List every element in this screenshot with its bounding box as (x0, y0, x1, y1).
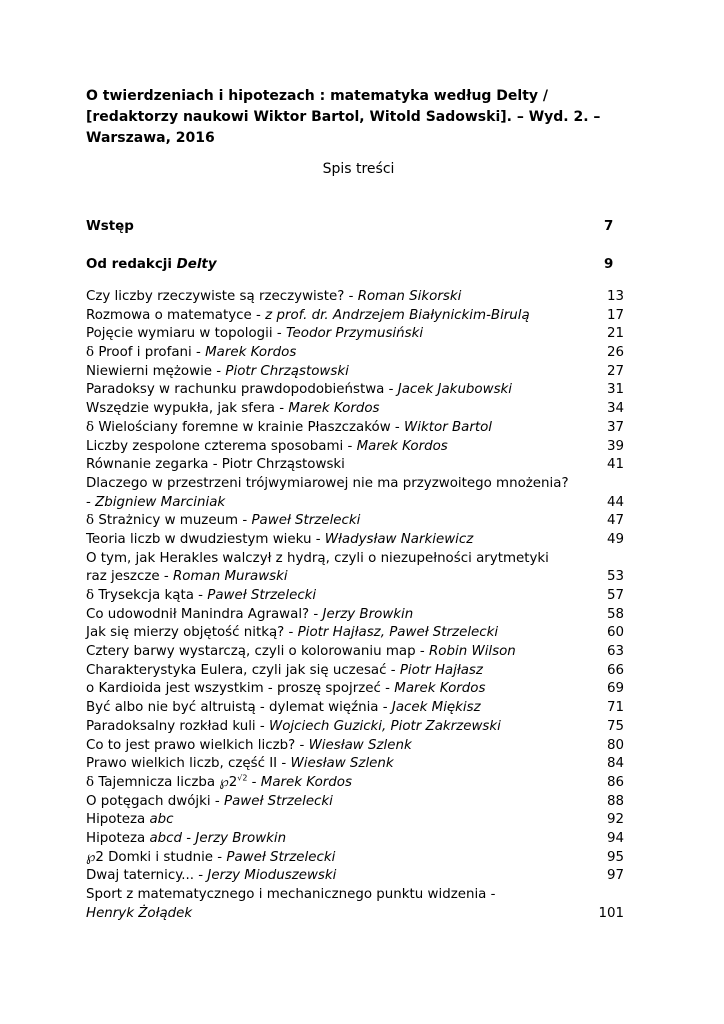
entry-author: Jerzy Browkin (195, 830, 287, 846)
toc-entry[interactable] (86, 849, 624, 868)
entry-page: 21 (606, 326, 624, 342)
entry-author: Jerzy Browkin (322, 606, 414, 622)
entry-separator: - (380, 681, 395, 697)
entry-page: 71 (606, 700, 624, 716)
book-citation: O twierdzeniach i hipotezach : matematyka według Delty / [redaktorzy naukowi Wiktor Bartol, Witold Sadowski]. – Wyd. 2. – Warszawa, 2016 (86, 88, 601, 146)
entry-text (86, 867, 594, 886)
entry-title: Hipoteza (86, 830, 150, 846)
toc-entry[interactable] (86, 550, 624, 569)
toc-entry[interactable] (86, 905, 624, 924)
entry-author: Piotr Hajłasz (399, 662, 483, 678)
toc-entry[interactable] (86, 755, 624, 774)
entry-text (86, 587, 594, 606)
toc-section[interactable] (86, 254, 624, 276)
delta-marker-icon: δ (86, 588, 99, 603)
toc-entry[interactable] (86, 662, 624, 681)
entry-author: Marek Kordos (205, 345, 297, 361)
entry-separator: - (247, 774, 261, 790)
entry-author: Marek Kordos (394, 681, 486, 697)
entry-title: Równanie zegarka - Piotr Chrząstowski (86, 457, 345, 473)
entry-text (86, 680, 594, 699)
entry-author: Paweł Strzelecki (251, 513, 361, 529)
entry-separator: - (284, 625, 298, 641)
toc-entries (86, 288, 624, 923)
entry-separator: - (255, 718, 269, 734)
entry-title: Rozmowa o matematyce (86, 307, 252, 323)
entry-title: o Kardioida jest wszystkim - proszę spojrzeć (86, 681, 381, 697)
entry-title: Cztery barwy wystarczą, czyli o kolorowaniu map (86, 644, 416, 660)
entry-separator: - (384, 382, 398, 398)
entry-page: 75 (606, 718, 624, 734)
entry-author: Marek Kordos (356, 438, 448, 454)
toc-entry[interactable] (86, 568, 624, 587)
entry-page: 58 (606, 606, 624, 622)
entry-title: Czy liczby rzeczywiste są rzeczywiste? (86, 289, 345, 304)
entry-title: 2 Domki i studnie (95, 849, 214, 865)
toc-entry[interactable] (86, 624, 624, 643)
entry-author: Jacek Miękisz (391, 700, 481, 716)
entry-separator: - (213, 849, 227, 865)
toc-entry[interactable] (86, 344, 624, 363)
toc-entry[interactable] (86, 793, 624, 812)
entry-author: Roman Sikorski (357, 289, 462, 304)
entry-text (86, 811, 594, 830)
entry-title-cont: raz jeszcze (86, 569, 160, 585)
entry-page: 88 (606, 793, 624, 809)
entry-title: Sport z matematycznego i mechanicznego punktu widzenia - (86, 887, 496, 902)
toc-entry[interactable] (86, 307, 624, 326)
entry-separator: - (193, 588, 208, 603)
entry-title: Paradoksy w rachunku prawdopodobieństwa (86, 382, 385, 398)
entry-title: O tym, jak Herakles walczył z hydrą, czyli o niezupełności arytmetyki (86, 550, 549, 566)
entry-text (86, 606, 594, 625)
toc-entry[interactable] (86, 587, 624, 606)
entry-page: 39 (606, 438, 624, 454)
entry-separator: - (210, 793, 224, 809)
entry-author: Robin Wilson (429, 644, 516, 660)
entry-text (86, 419, 594, 438)
entry-separator: - (295, 737, 309, 753)
section-page: 7 (604, 219, 614, 234)
entry-text (86, 344, 594, 363)
entry-page: 97 (606, 868, 624, 884)
entry-separator: - (191, 345, 206, 361)
delta-marker-icon: δ (86, 419, 99, 435)
entry-text (86, 830, 594, 849)
entry-page: 41 (606, 457, 624, 473)
section-page: 9 (604, 257, 614, 272)
entry-text (86, 643, 594, 662)
entry-text (86, 494, 594, 513)
entry-author: Paweł Strzelecki (226, 849, 336, 865)
entry-page: 86 (606, 774, 624, 790)
entry-text (86, 438, 594, 457)
entry-text (86, 550, 594, 569)
entry-text (86, 531, 594, 550)
entry-separator: - (251, 307, 266, 323)
entry-title: Liczby zespolone czterema sposobami (86, 438, 344, 454)
toc-entry[interactable] (86, 456, 624, 475)
entry-title: Proof i profani (98, 345, 192, 361)
section-title: Od redakcji Delty (86, 257, 217, 272)
entry-text (86, 325, 594, 344)
toc-entry[interactable] (86, 606, 624, 625)
entry-text (86, 475, 594, 494)
entry-author: Teodor Przymusiński (285, 326, 424, 342)
entry-separator: - (390, 419, 405, 435)
entry-text (86, 886, 594, 905)
toc-entry[interactable] (86, 643, 624, 662)
toc-entry[interactable] (86, 718, 624, 737)
entry-author: Wojciech Guzicki, Piotr Zakrzewski (269, 718, 501, 734)
entry-page: 34 (606, 401, 624, 417)
entry-page: 26 (606, 345, 624, 361)
entry-text (86, 718, 594, 737)
entry-title-italic: abc (149, 812, 174, 828)
entry-text (86, 288, 594, 307)
entry-page: 47 (606, 513, 624, 529)
entry-page: 17 (606, 307, 624, 323)
delta-marker-icon: δ (86, 345, 99, 361)
entry-title: Dlaczego w przestrzeni trójwymiarowej nie ma przyzwoitego mnożenia? (86, 475, 569, 491)
entry-page: 84 (606, 756, 624, 772)
entry-author: Wiktor Bartol (404, 419, 493, 435)
toc-entry[interactable] (86, 325, 624, 344)
toc-entry[interactable] (86, 830, 624, 849)
entry-title: Tajemnicza liczba ℘2 (98, 774, 238, 790)
entry-text (86, 699, 594, 718)
entry-separator: - (344, 289, 358, 304)
entry-title-italic: abcd (149, 830, 183, 846)
entry-title: Hipoteza (86, 812, 150, 828)
toc-entry[interactable] (86, 400, 624, 419)
entry-text (86, 400, 594, 419)
entry-text (86, 662, 594, 681)
entry-page: 69 (606, 681, 624, 697)
entry-separator: - (415, 644, 429, 660)
toc-entry[interactable] (86, 494, 624, 513)
entry-title: Niewierni mężowie (86, 363, 213, 379)
entry-title: Prawo wielkich liczb, część II (86, 756, 278, 772)
entry-separator: - (272, 326, 286, 342)
entry-title: Pojęcie wymiaru w topologii (86, 326, 273, 342)
entry-title: Trysekcja kąta (98, 588, 194, 603)
entry-separator: - (274, 401, 289, 417)
entry-author: Jacek Jakubowski (397, 382, 513, 398)
delta-marker-icon: ℘ (86, 849, 96, 865)
entry-text (86, 774, 594, 793)
entry-page: 101 (598, 905, 624, 921)
entry-title: Wielościany foremne w krainie Płaszczaków (98, 419, 391, 435)
entry-separator: - (212, 363, 226, 379)
entry-title: Jak się mierzy objętość nitką? (86, 625, 285, 641)
entry-author: Paweł Strzelecki (207, 588, 317, 603)
entry-author: Marek Kordos (260, 774, 352, 790)
entry-page: 53 (606, 569, 624, 585)
entry-title: Teoria liczb w dwudziestym wieku (86, 531, 312, 547)
entry-title: Wszędzie wypukła, jak sfera (86, 401, 275, 417)
entry-title: Co udowodnił Manindra Agrawal? (86, 606, 310, 622)
entry-text (86, 381, 594, 400)
toc-entry[interactable] (86, 867, 624, 886)
entry-author: Paweł Strzelecki (224, 793, 333, 809)
entry-author: Jerzy Mioduszewski (207, 868, 337, 884)
entry-title: Dwaj taternicy... (86, 868, 195, 884)
toc-heading: Spis treści (322, 161, 395, 177)
entry-page: 63 (606, 644, 624, 660)
entry-author: Wiesław Szlenk (308, 737, 412, 753)
entry-author: z prof. dr. Andrzejem Białynickim-Birulą (265, 307, 530, 323)
entry-separator: - (277, 756, 291, 772)
entry-text (86, 307, 594, 326)
entry-superscript: √2 (237, 773, 248, 783)
delta-marker-icon: δ (86, 774, 99, 790)
entry-title: Strażnicy w muzeum (98, 513, 239, 529)
toc-entry[interactable] (86, 363, 624, 382)
delta-marker-icon: δ (86, 513, 99, 529)
entry-separator: - (311, 531, 325, 547)
entry-title: Co to jest prawo wielkich liczb? (86, 737, 296, 753)
entry-page: 13 (606, 289, 624, 304)
entry-page: 95 (606, 849, 624, 865)
entry-separator: - (182, 830, 196, 846)
entry-separator: - (386, 662, 400, 678)
toc-entry[interactable] (86, 531, 624, 550)
toc-entry[interactable] (86, 680, 624, 699)
entry-author: Marek Kordos (288, 401, 380, 417)
toc-section[interactable] (86, 216, 624, 238)
entry-title: Paradoksalny rozkład kuli (86, 718, 256, 734)
entry-page: 44 (606, 494, 624, 510)
toc-entry[interactable] (86, 288, 624, 307)
toc-entry[interactable] (86, 699, 624, 718)
entry-title: O potęgach dwójki (86, 793, 211, 809)
entry-separator: - (159, 569, 173, 585)
entry-separator: - (238, 513, 252, 529)
entry-page: 49 (606, 531, 624, 547)
entry-page: 80 (606, 737, 624, 753)
entry-author: Piotr Chrząstowski (225, 363, 349, 379)
entry-page: 31 (606, 382, 624, 398)
toc-entry[interactable] (86, 438, 624, 457)
entry-page: 94 (606, 830, 624, 846)
entry-separator: - (194, 868, 208, 884)
table-of-contents (86, 216, 624, 923)
toc-entry[interactable] (86, 419, 624, 438)
entry-author: Piotr Hajłasz, Paweł Strzelecki (297, 625, 499, 641)
entry-page: 60 (606, 625, 624, 641)
toc-entry[interactable] (86, 381, 624, 400)
toc-entry[interactable] (86, 811, 624, 830)
entry-text (86, 456, 594, 475)
entry-author: Wiesław Szlenk (290, 756, 394, 772)
entry-separator: - (309, 606, 323, 622)
toc-entry[interactable] (86, 512, 624, 531)
entry-text (86, 624, 594, 643)
toc-entry[interactable] (86, 737, 624, 756)
entry-separator: - (86, 494, 96, 510)
toc-entry[interactable] (86, 774, 624, 793)
toc-entry[interactable] (86, 886, 624, 905)
entry-title: Być albo nie być altruistą - dylemat więźnia (86, 700, 379, 716)
entry-author: Henryk Żołądek (86, 905, 193, 921)
entry-text (86, 512, 594, 531)
toc-entry[interactable] (86, 475, 624, 494)
entry-author: Roman Murawski (172, 569, 288, 585)
entry-title: Charakterystyka Eulera, czyli jak się uczesać (86, 662, 387, 678)
entry-page: 37 (606, 419, 624, 435)
entry-separator: - (378, 700, 392, 716)
entry-text (86, 363, 594, 382)
entry-page: 57 (606, 588, 624, 603)
entry-page: 66 (606, 662, 624, 678)
entry-text (86, 849, 594, 868)
entry-text (86, 737, 594, 756)
entry-separator: - (343, 438, 357, 454)
entry-author: Zbigniew Marciniak (95, 494, 226, 510)
entry-text (86, 793, 594, 812)
entry-author: Władysław Narkiewicz (324, 531, 474, 547)
section-title: Wstęp (86, 219, 134, 234)
entry-text (86, 905, 594, 924)
entry-text (86, 755, 594, 774)
entry-page: 27 (606, 363, 624, 379)
entry-text (86, 568, 594, 587)
entry-page: 92 (606, 812, 624, 828)
